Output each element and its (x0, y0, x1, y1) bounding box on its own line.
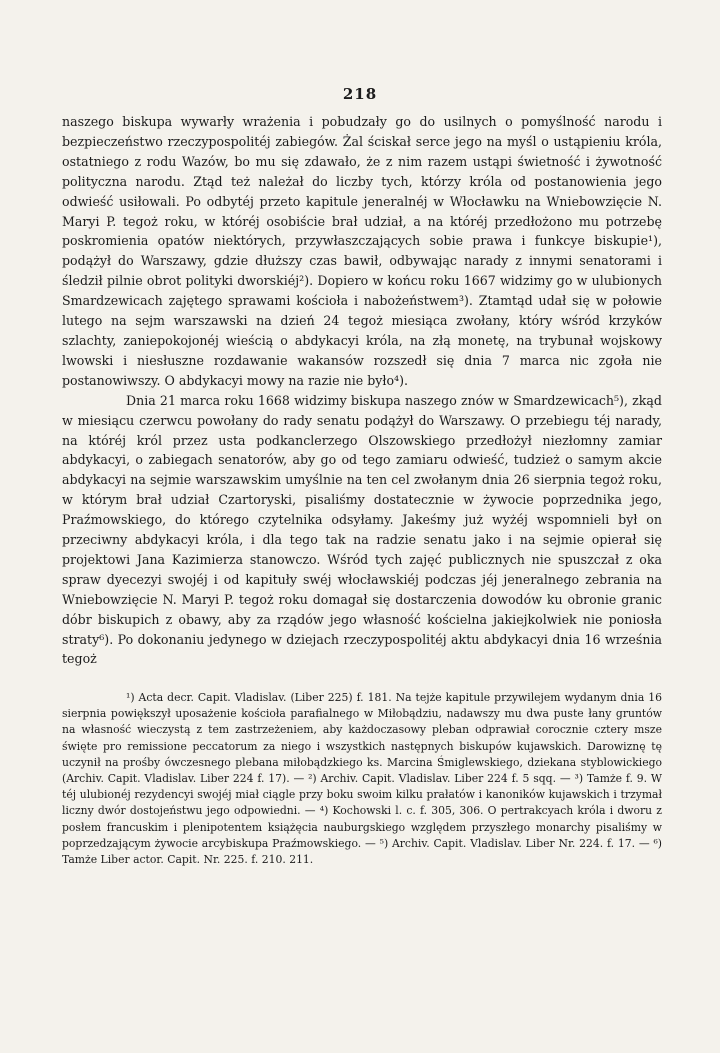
footnotes (62, 690, 662, 868)
main-text (62, 112, 662, 669)
body-paragraph: naszego biskupa wywarły wrażenia i pobudzały go do usilnych o pomyślność narodu i bezpieczeństwo rzeczypospolitéj zabiegów. Żal ściskał serce jego na myśl o ustąpieniu króla, ostatniego z rodu Wazów, bo mu się zdawało, że z nim razem ustąpi świetność i żywotność polityczna narodu. Ztąd też należał do liczby tych, którzy króla od postanowienia jego odwieść usiłowali. Po odbytéj przeto kapitule jeneralnéj w Włocławku na Wniebowzięcie N. Maryi P. tegoż roku, w któréj osobiście brał udział, a na któréj przedłożono mu potrzebę poskromienia opatów niektórych, przywłaszczających sobie prawa i funkcye biskupie¹), podążył do Warszawy, gdzie dłuższy czas bawił, odbywając narady z innymi senatorami i śledził pilnie obrot polityki dworskiéj²). Dopiero w końcu roku 1667 widzimy go w ulubionych Smardzewicach zajętego sprawami kościoła i nabożeństwem³). Ztamtąd udał się w połowie lutego na sejm warszawski na dzień 24 tegoż miesiąca zwołany, który wśród krzyków szlachty, zaniepokojonéj wieścią o abdykacyi króla, na złą monetę, na trybunał wojskowy lwowski i niesłuszne rozdawanie wakansów rozszedł się dnia 7 marca nic zgoła nie postanowiwszy. O abdykacyi mowy na razie nie było⁴). (62, 114, 662, 388)
page-number: 218 (342, 85, 378, 103)
footnote-text: ¹) Acta decr. Capit. Vladislav. (Liber 225) f. 181. Na tejże kapitule przywilejem wydanym dnia 16 sierpnia powiększył uposażenie kościoła parafialnego w Miłobądziu, nadawszy mu dwa puste łany gruntów na własność wieczystą z tem zastrzeżeniem, aby każdoczasowy pleban odprawiał corocznie cztery msze święte pro remissione peccatorum za niego i wszystkich następnych biskupów kujawskich. Darowiznę tę uczynił na prośby ówczesnego plebana miłobądzkiego ks. Marcina Śmiglewskiego, dziekana styblowickiego (Archiv. Capit. Vladislav. Liber 224 f. 17). — ²) Archiv. Capit. Vladislav. Liber 224 f. 5 sqq. — ³) Tamże f. 9. W téj ulubionéj rezydencyi swojéj miał ciągle przy boku swoim kilku prałatów i kanoników kujawskich i trzymał liczny dwór dostojeństwu jego odpowiedni. — ⁴) Kochowski l. c. f. 305, 306. O pertrakcyach króla i dworu z posłem francuskim i plenipotentem książęcia nauburgskiego względem przyszłego monarchy pisaliśmy w poprzedzającym żywocie arcybiskupa Praźmowskiego. — ⁵) Archiv. Capit. Vladislav. Liber Nr. 224. f. 17. — ⁶) Tamże Liber actor. Capit. Nr. 225. f. 210. 211. (62, 691, 662, 867)
body-paragraph: Dnia 21 marca roku 1668 widzimy biskupa naszego znów w Smardzewicach⁵), zkąd w miesiącu czerwcu powołany do rady senatu podążył do Warszawy. O przebiegu téj narady, na któréj król przez usta podkanclerzego Olszowskiego przedłożył niezłomny zamiar abdykacyi, o zabiegach senatorów, aby go od tego zamiaru odwieść, tudzież o samym akcie abdykacyi na sejmie warszawskim umyślnie na ten cel zwołanym dnia 26 sierpnia tegoż roku, w którym brał udział Czartoryski, pisaliśmy dostatecznie w żywocie poprzednika jego, Praźmowskiego, do którego czytelnika odsyłamy. Jakeśmy już wyżéj wspomnieli był on przeciwny abdykacyi króla, i dla tego tak na radzie senatu jako i na sejmie opierał się projektowi Jana Kazimierza stanowczo. Wśród tych zajęć publicznych nie spuszczał z oka spraw dyecezyi swojéj i od kapituły swéj włocławskiéj podczas jéj jeneralnego zebrania na Wniebowzięcie N. Maryi P. tegoż roku domagał się dostarczenia dowodów ku obronie granic dóbr biskupich z obawy, aby za rządów jego własność kościelna jakiejkolwiek nie poniosła straty⁶). Po dokonaniu jedynego w dziejach rzeczypospolitéj aktu abdykacyi dnia 16 września tegoż (62, 392, 662, 667)
